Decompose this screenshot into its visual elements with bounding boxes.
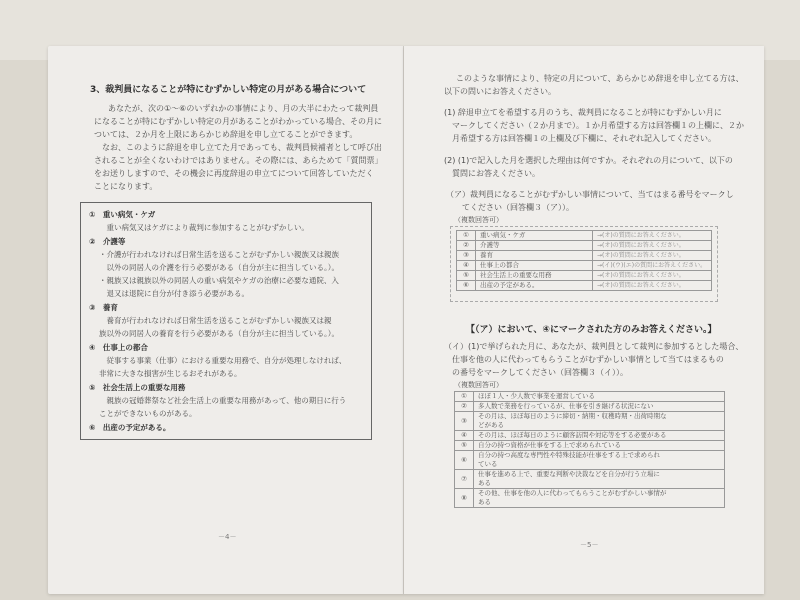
question-i: の番号をマークしてください（回答欄３（イ））。 — [444, 368, 628, 377]
table-row[interactable]: ② 介護等 →(オ)の質問にお答えください。 — [457, 241, 712, 251]
table-row[interactable]: ⑥ 自分の持つ高度な専門性や特殊技能が仕事をする上で求められ ている — [455, 451, 725, 470]
reason-text: 養育が行われなければ日常生活を送ることがむずかしい親族又は親 — [99, 316, 332, 325]
table-a-label: （複数回答可） — [454, 216, 503, 224]
reason-text: 重い病気又はケガにより裁判に参加することがむずかしい。 — [99, 223, 309, 232]
intro-line: あなたが、次の①～⑥のいずれかの事情により、月の大半にわたって裁判員 — [108, 104, 379, 113]
right-page — [404, 46, 764, 594]
reason-text: 退又は退院に自分が付き添う必要がある。 — [99, 289, 249, 298]
intro-line: ことになります。 — [94, 182, 158, 191]
question-1: マークしてください（２か月まで）。１か月希望する方は回答欄１の上欄に、２か — [444, 121, 744, 130]
table-row[interactable]: ④ 仕事上の都合 →(イ)(ウ)(エ)の質問にお答えください。 — [457, 261, 712, 271]
options-table-b — [454, 391, 725, 508]
section-heading: 3、裁判員になることが特にむずかしい特定の月がある場合について — [90, 85, 367, 95]
question-i: （イ）(1)で挙げられた月に、あなたが、裁判員として裁判に参加するとした場合、 — [444, 342, 744, 351]
table-row[interactable]: ⑥ 出産の予定がある。 →(オ)の質問にお答えください。 — [457, 281, 712, 291]
intro-line: なお、このように辞退を申し立てた月であっても、裁判員候補者として呼び出 — [94, 143, 382, 152]
table-row[interactable]: ① ほぼ１人・少人数で事業を運営している — [455, 392, 725, 402]
table-row[interactable]: ⑦ 仕事を進める上で、重要な判断や決裁などを自分が行う立場に ある — [455, 470, 725, 489]
reason-text: ・介護が行われなければ日常生活を送ることがむずかしい親族又は親族 — [99, 250, 339, 259]
intro-line: ついては、２か月を上限にあらかじめ辞退を申し立てることができます。 — [94, 130, 358, 139]
left-page — [48, 46, 404, 594]
options-table-a — [456, 230, 712, 291]
reason-title: ⑤ 社会生活上の重要な用務 — [89, 383, 186, 392]
page-number: －4－ — [218, 533, 237, 541]
table-b-label: （複数回答可） — [454, 381, 503, 389]
table-row[interactable]: ③ その月は、ほぼ毎日のように締切・納期・収穫時期・出荷時期な どがある — [455, 412, 725, 431]
question-i: 仕事を他の人に代わってもらうことがむずかしい事情として当てはまるもの — [444, 355, 724, 364]
table-row[interactable]: ④ その月は、ほぼ毎日のように顧客訪問や対応等をする必要がある — [455, 431, 725, 441]
table-row[interactable]: ② 多人数で業務を行っているが、仕事を引き継げる状況にない — [455, 402, 725, 412]
question-1: (1) 辞退申立てを希望する月のうち、裁判員になることが特にむずかしい月に — [444, 108, 722, 117]
intro-line: になることが特にむずかしい特定の月があることがわかっている場合、その月に — [94, 117, 382, 126]
reason-text: 従事する事業（仕事）における重要な用務で、自分が処理しなければ、 — [99, 356, 347, 365]
reason-text: ことができないものがある。 — [99, 409, 197, 418]
question-2: 質問にお答えください。 — [444, 169, 540, 178]
reason-text: 族以外の同居人の養育を行う必要がある（自分が主に担当している。）。 — [99, 329, 339, 338]
reasons-box — [80, 202, 372, 440]
table-row[interactable]: ⑧ その他、仕事を他の人に代わってもらうことがむずかしい事情が ある — [455, 489, 725, 508]
table-row[interactable]: ③ 養育 →(オ)の質問にお答えください。 — [457, 251, 712, 261]
question-a: てください（回答欄３（ア））。 — [446, 203, 574, 212]
table-row[interactable]: ⑤ 自分の持つ資格が仕事をする上で求められている — [455, 441, 725, 451]
intro-line: 以下の問いにお答えください。 — [444, 87, 556, 96]
table-row[interactable]: ① 重い病気・ケガ →(オ)の質問にお答えください。 — [457, 231, 712, 241]
question-a: （ア）裁判員になることがむずかしい事情について、当てはまる番号をマークし — [446, 190, 734, 199]
reason-text: 非常に大きな損害が生じるおそれがある。 — [99, 369, 242, 378]
section-heading: 【（ア）において、④にマークされた方のみお答えください。】 — [466, 325, 717, 335]
reason-title: ② 介護等 — [89, 237, 126, 246]
table-row[interactable]: ⑤ 社会生活上の重要な用務 →(オ)の質問にお答えください。 — [457, 271, 712, 281]
reason-text: 以外の同居人の介護を行う必要がある（自分が主に担当している。）。 — [99, 263, 339, 272]
reason-text: ・親族又は親族以外の同居人の重い病気やケガの治療に必要な通院、入 — [99, 276, 339, 285]
reason-title: ⑥ 出産の予定がある。 — [89, 423, 171, 432]
reason-text: 親族の冠婚葬祭など社会生活上の重要な用務があって、他の期日に行う — [99, 396, 347, 405]
intro-line: されることが全くないわけではありません。その際には、あらためて「質問票」 — [94, 156, 383, 165]
question-1: 月希望する方は回答欄１の上欄及び下欄に、それぞれ記入してください。 — [444, 134, 716, 143]
question-2: (2) (1)で記入した月を選択した理由は何ですか。それぞれの月について、以下の — [444, 156, 733, 165]
intro-line: をお送りしますので、その機会に再度辞退の申立てについて回答していただく — [94, 169, 374, 178]
page-number: －5－ — [580, 541, 599, 549]
reason-title: ① 重い病気・ケガ — [89, 210, 156, 219]
reason-title: ③ 養育 — [89, 303, 118, 312]
intro-line: このような事情により、特定の月について、あらかじめ辞退を申し立てる方は、 — [456, 74, 744, 83]
reason-title: ④ 仕事上の都合 — [89, 343, 148, 352]
